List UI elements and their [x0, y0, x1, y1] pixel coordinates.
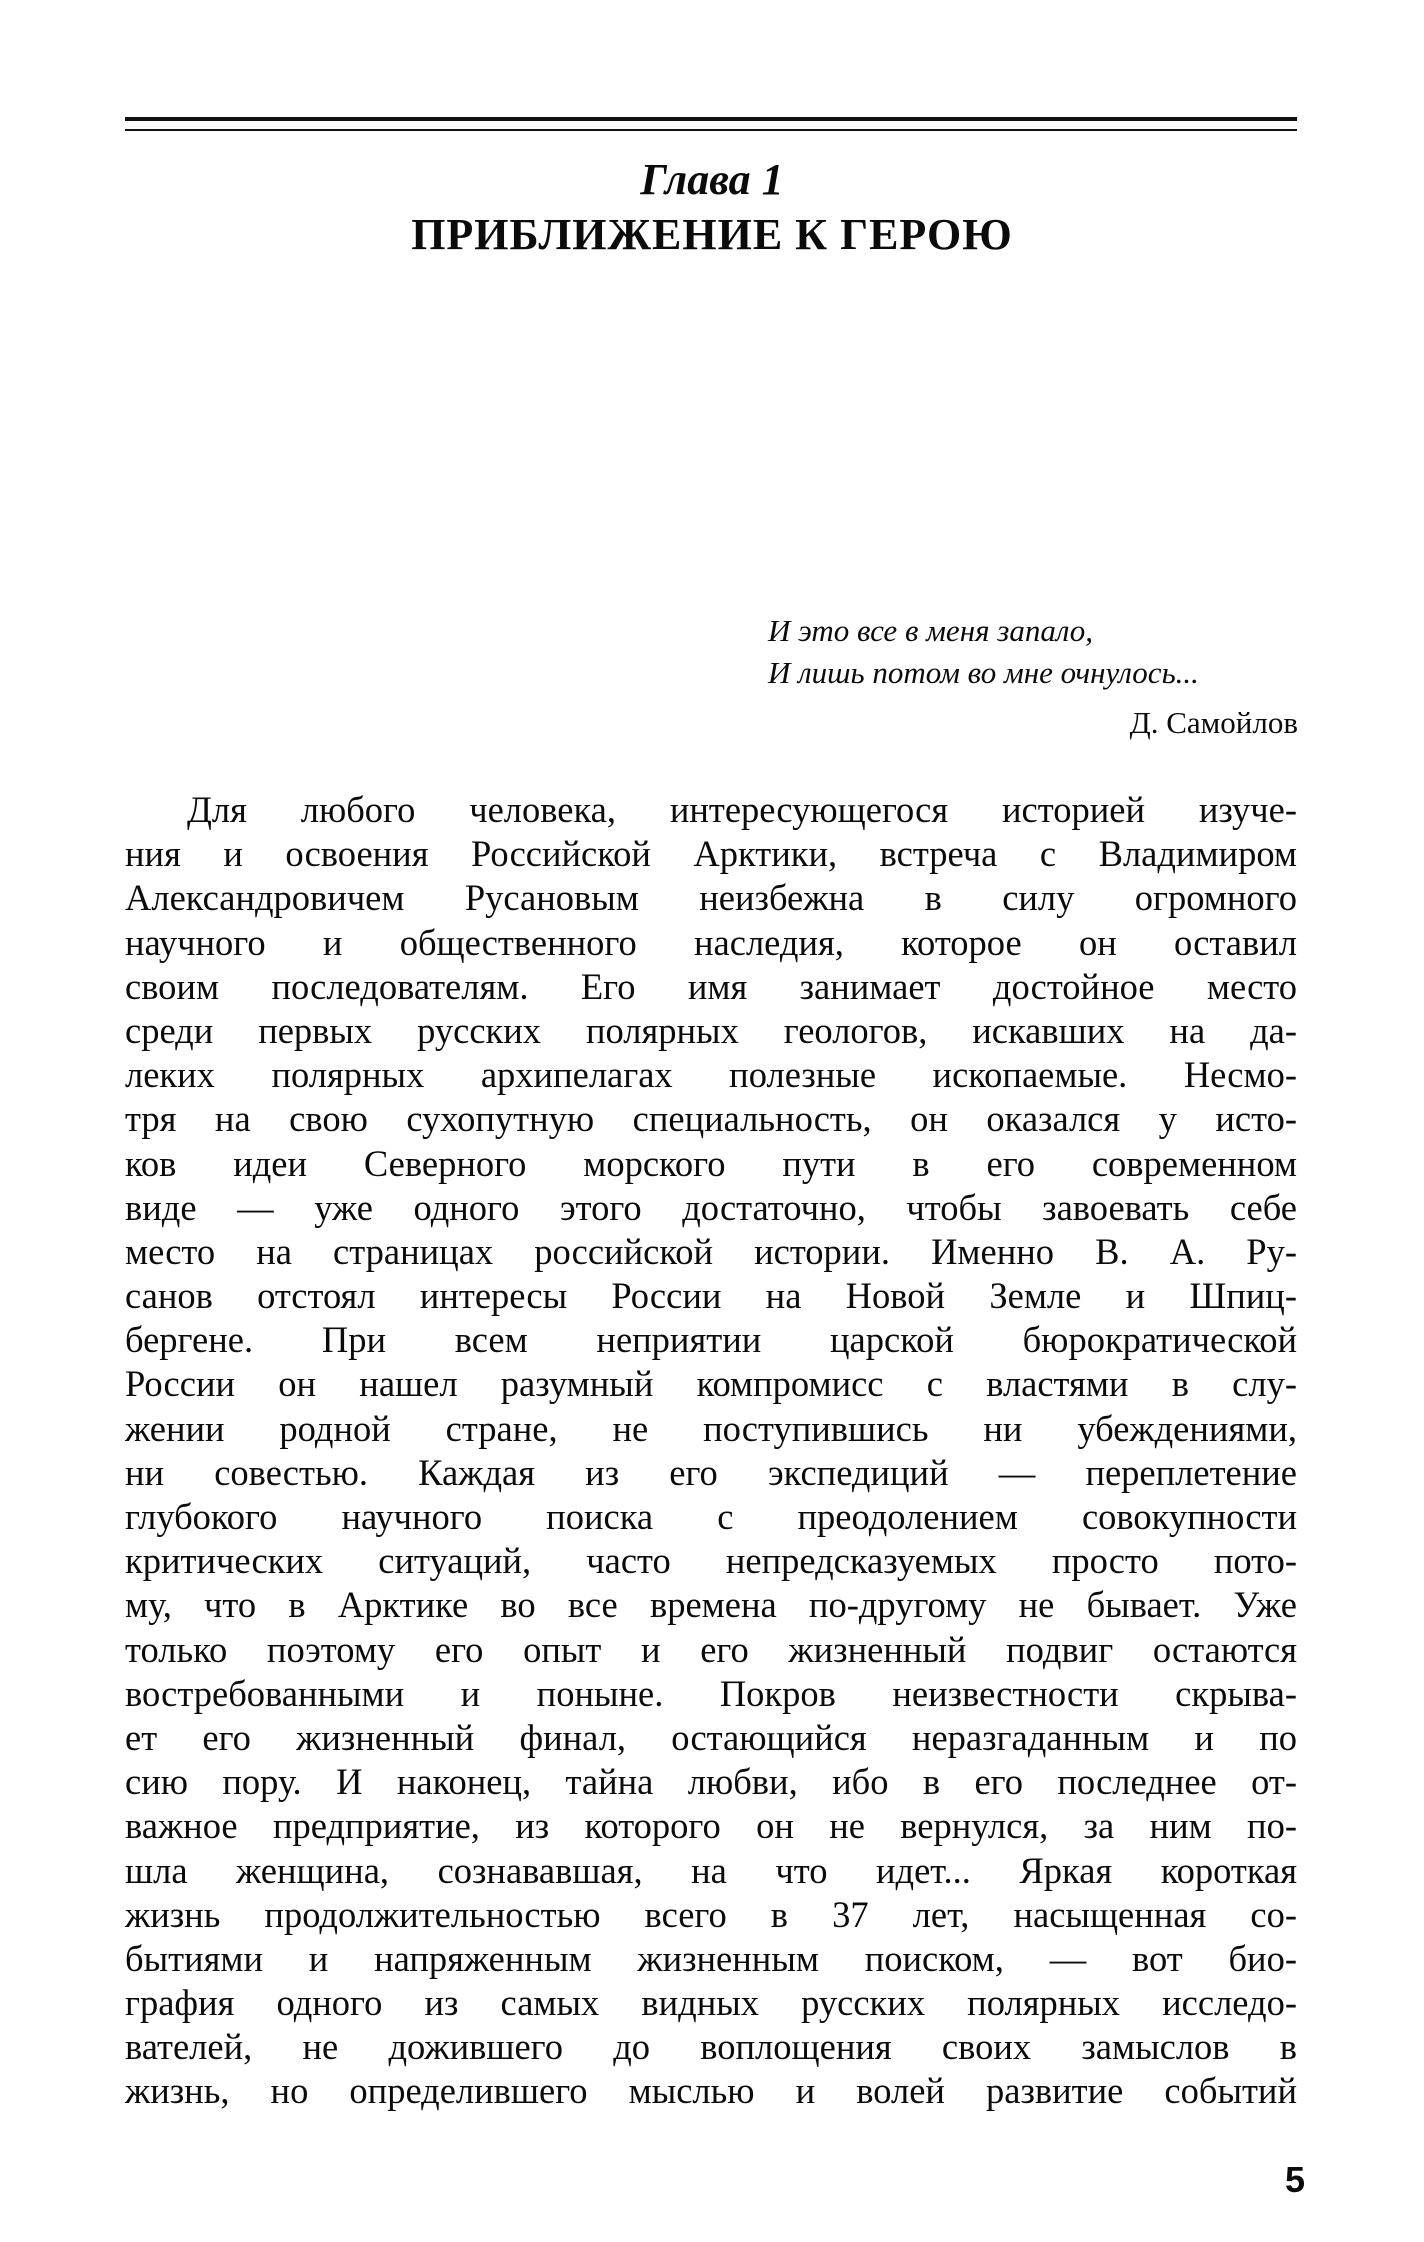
text-line: только поэтому его опыт и его жизненный подвиг остаются — [125, 1628, 1297, 1670]
text-line: Для любого человека, интересующегося историей изуче- — [187, 789, 1297, 830]
epigraph-author: Д. Самойлов — [1129, 705, 1298, 740]
text-line: шла женщина, сознававшая, на что идет... Яркая короткая — [125, 1849, 1297, 1891]
text-line: ния и освоения Российской Арктики, встреча с Владимиром — [125, 833, 1297, 875]
text-line: среди первых русских полярных геологов, искавших на да- — [125, 1009, 1297, 1051]
chapter-label: Глава 1 — [640, 155, 784, 204]
text-line: ков идеи Северного морского пути в его современном — [125, 1142, 1297, 1184]
text-line: графия одного из самых видных русских полярных исследо- — [125, 1982, 1297, 2024]
header-rule-thick — [125, 117, 1297, 121]
text-line: критических ситуаций, часто непредсказуемых просто пото- — [125, 1540, 1297, 1582]
text-line: бытиями и напряженным жизненным поиском, — вот био- — [125, 1937, 1297, 1979]
text-line: ни совестью. Каждая из его экспедиций — переплетение — [125, 1451, 1297, 1493]
text-line: место на страницах российской истории. Именно В. А. Ру- — [125, 1230, 1297, 1272]
page-number: 5 — [1284, 2159, 1305, 2200]
body-paragraph — [125, 788, 1297, 2114]
text-line: виде — уже одного этого достаточно, чтобы завоевать себе — [125, 1186, 1297, 1228]
text-line: жизнь продолжительностью всего в 37 лет, насыщенная со- — [125, 1893, 1297, 1935]
text-line: жении родной стране, не поступившись ни убеждениями, — [125, 1407, 1297, 1449]
chapter-title: ПРИБЛИЖЕНИЕ К ГЕРОЮ — [411, 210, 1013, 259]
text-line: востребованными и поныне. Покров неизвестности скрыва- — [125, 1672, 1297, 1714]
text-line: санов отстоял интересы России на Новой Земле и Шпиц- — [125, 1275, 1297, 1317]
epigraph — [768, 610, 1298, 744]
text-line: своим последователям. Его имя занимает достойное место — [125, 965, 1297, 1007]
text-line: тря на свою сухопутную специальность, он оказался у исто- — [125, 1098, 1297, 1140]
text-line: научного и общественного наследия, которое он оставил — [125, 921, 1297, 963]
epigraph-line: И это все в меня запало, — [768, 613, 1093, 648]
text-line: важное предприятие, из которого он не вернулся, за ним по- — [125, 1805, 1297, 1847]
text-line: ет его жизненный финал, остающийся неразгаданным и по — [125, 1716, 1297, 1758]
text-line: сию пору. И наконец, тайна любви, ибо в его последнее от- — [125, 1761, 1297, 1803]
text-line: леких полярных архипелагах полезные ископаемые. Несмо- — [125, 1054, 1297, 1096]
text-line: жизнь, но определившего мыслью и волей развитие событий — [125, 2070, 1297, 2112]
epigraph-line: И лишь потом во мне очнулось... — [768, 655, 1199, 690]
text-line: России он нашел разумный компромисс с властями в слу- — [125, 1363, 1297, 1405]
text-line: му, что в Арктике во все времена по-другому не бывает. Уже — [125, 1584, 1297, 1626]
text-line: Александровичем Русановым неизбежна в силу огромного — [125, 877, 1297, 919]
text-line: бергене. При всем неприятии царской бюрократической — [125, 1319, 1297, 1361]
text-line: глубокого научного поиска с преодолением совокупности — [125, 1496, 1297, 1537]
header-rule-thin — [125, 129, 1297, 131]
text-line: вателей, не дожившего до воплощения своих замыслов в — [125, 2026, 1297, 2068]
